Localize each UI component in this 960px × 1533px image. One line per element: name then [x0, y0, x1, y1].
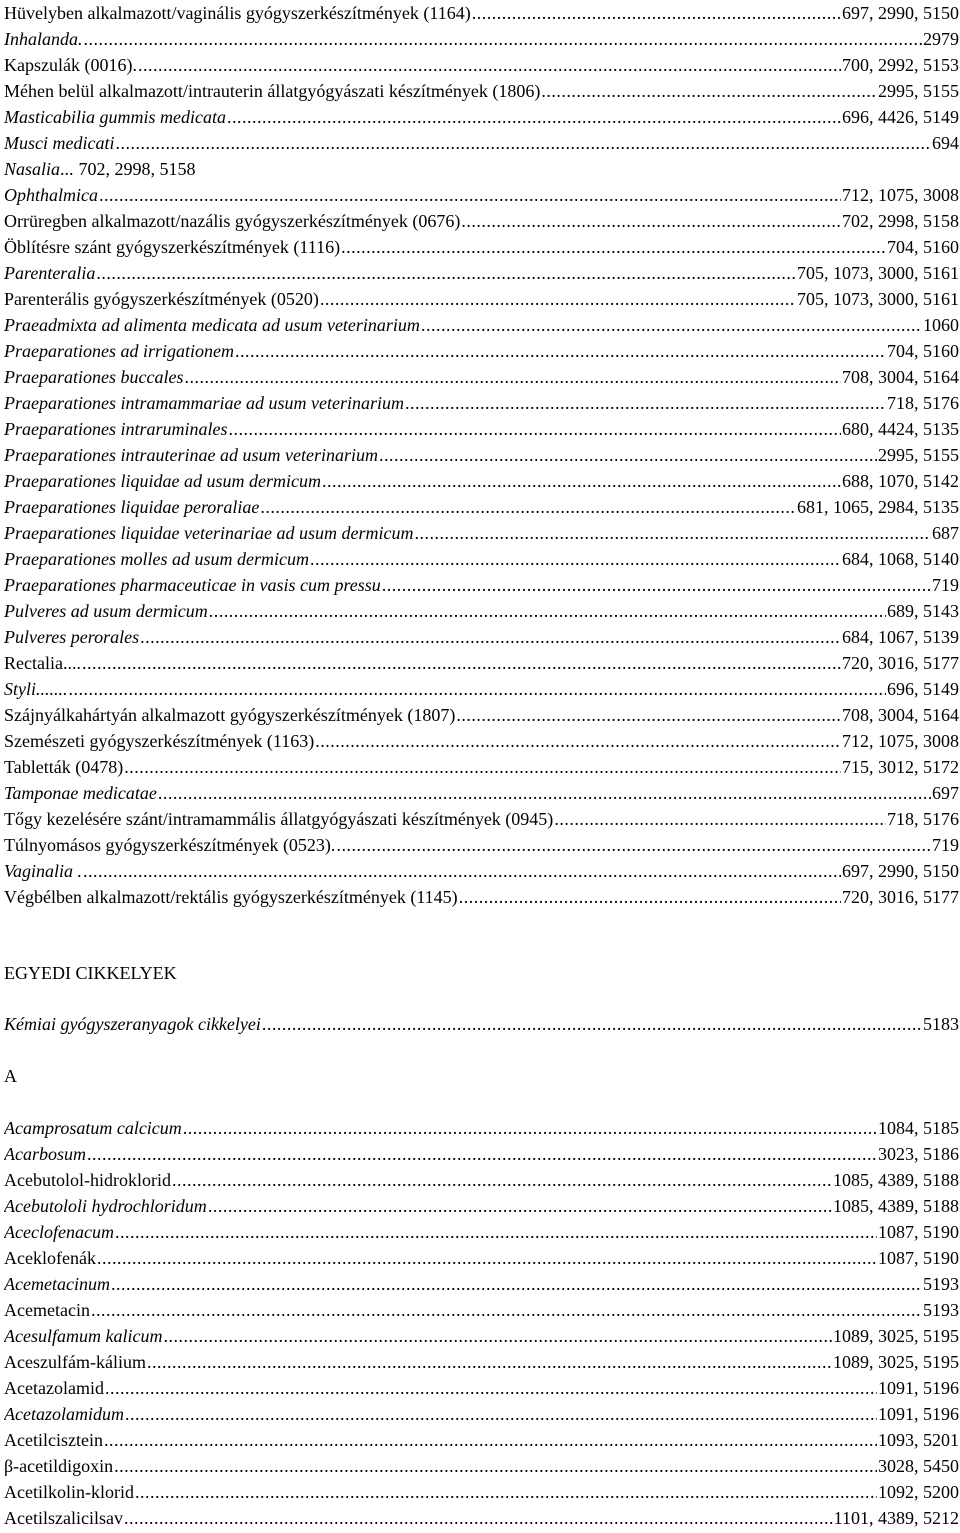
entry-pages: 719 [932, 835, 959, 855]
entry-pages: 697, 2990, 5150 [842, 3, 959, 23]
entry-pages: 3023, 5186 [878, 1144, 959, 1164]
entry-pages: 697 [932, 783, 959, 803]
entry-term: Szájnyálkahártyán alkalmazott gyógyszerkészítmények (1807) [4, 705, 456, 725]
dot-leader [158, 780, 931, 806]
entry-term: Acemetacin [4, 1300, 90, 1320]
dot-leader [172, 1167, 832, 1193]
dot-leader [84, 26, 923, 52]
dot-leader [115, 1219, 877, 1245]
dot-leader [260, 494, 796, 520]
index-entry [4, 364, 959, 390]
index-entry [4, 390, 959, 416]
index-entry [4, 572, 959, 598]
entry-pages: 720, 3016, 5177 [842, 887, 959, 907]
index-entry [4, 442, 959, 468]
entry-term: Acetazolamid [4, 1378, 104, 1398]
index-entry [4, 416, 959, 442]
dot-leader [421, 312, 922, 338]
entry-pages: 1092, 5200 [878, 1482, 959, 1502]
entry-term: Acetilkolin-klorid [4, 1482, 134, 1502]
entry-term: Tőgy kezelésére szánt/intramammális állatgyógyászati készítmények (0945) [4, 809, 554, 829]
entry-term: Praeparationes molles ad usum dermicum [4, 549, 309, 569]
dot-leader [235, 338, 886, 364]
index-entry [4, 26, 959, 52]
index-entry [4, 338, 959, 364]
dot-leader [91, 1297, 922, 1323]
index-entry [4, 728, 959, 754]
entry-pages: 680, 4424, 5135 [842, 419, 959, 439]
entry-term: Praeparationes liquidae peroraliae [4, 497, 260, 517]
entry-term: Túlnyomásos gyógyszerkészítmények (0523). [4, 835, 336, 855]
entry-term: Acarbosum [4, 1144, 86, 1164]
entry-pages: 718, 5176 [887, 393, 959, 413]
entry-pages: 702, 2998, 5158 [842, 211, 959, 231]
index-list-a [4, 1115, 959, 1531]
entry-term: Styli....... [4, 679, 68, 699]
dot-leader [183, 1115, 877, 1141]
entry-term: Praeparationes liquidae veterinariae ad usum dermicum [4, 523, 414, 543]
dot-leader [138, 52, 841, 78]
entry-term: Masticabilia gummis medicata [4, 107, 226, 127]
entry-term: Acebutolol-hidroklorid [4, 1170, 171, 1190]
entry-pages: 702, 2998, 5158 [78, 159, 196, 179]
entry-pages: 684, 1067, 5139 [842, 627, 959, 647]
entry-term: Parenteralia [4, 263, 96, 283]
entry-pages: 704, 5160 [887, 237, 959, 257]
entry-pages: 1101, 4389, 5212 [833, 1508, 959, 1528]
entry-term: Vaginalia . [4, 861, 83, 881]
index-entry [4, 1115, 959, 1141]
dot-leader [111, 1271, 922, 1297]
entry-pages: 700, 2992, 5153 [842, 55, 959, 75]
dot-leader [82, 650, 841, 676]
entry-pages: 5193 [923, 1274, 959, 1294]
index-entry [4, 494, 959, 520]
index-entry [4, 1479, 959, 1505]
index-entry [4, 1011, 959, 1037]
entry-pages: 708, 3004, 5164 [842, 705, 959, 725]
entry-pages: 1087, 5190 [878, 1222, 959, 1242]
entry-pages: 688, 1070, 5142 [842, 471, 959, 491]
dot-leader [341, 234, 886, 260]
entry-term: Acamprosatum calcicum [4, 1118, 182, 1138]
index-entry [4, 1245, 959, 1271]
entry-term: Parenterális gyógyszerkészítmények (0520) [4, 289, 319, 309]
entry-pages: 2995, 5155 [878, 445, 959, 465]
entry-pages: 681, 1065, 2984, 5135 [797, 497, 959, 517]
entry-term: Acemetacinum [4, 1274, 110, 1294]
entry-pages: 704, 5160 [887, 341, 959, 361]
entry-pages: 5193 [923, 1300, 959, 1320]
index-entry [4, 1297, 959, 1323]
dot-leader [147, 1349, 832, 1375]
index-entry [4, 182, 959, 208]
entry-term: Aceklofenák [4, 1248, 96, 1268]
index-entry [4, 780, 959, 806]
entry-pages: 1091, 5196 [878, 1404, 959, 1424]
entry-term: Praeadmixta ad alimenta medicata ad usum veterinarium [4, 315, 420, 335]
dot-leader [83, 858, 841, 884]
dot-leader [541, 78, 877, 104]
entry-term: Tamponae medicatae [4, 783, 157, 803]
entry-term: Méhen belül alkalmazott/intrauterin állatgyógyászati készítmények (1806) [4, 81, 541, 101]
entry-term: β-acetildigoxin [4, 1456, 114, 1476]
entry-pages: 694 [932, 133, 959, 153]
index-entry [4, 520, 959, 546]
index-entry [4, 1375, 959, 1401]
entry-term: Öblítésre szánt gyógyszerkészítmények (1116) [4, 237, 341, 257]
letter-heading: A [4, 1066, 17, 1086]
entry-term: Aceszulfám-kálium [4, 1352, 146, 1372]
index-entry [4, 1505, 959, 1531]
entry-pages: 1087, 5190 [878, 1248, 959, 1268]
dot-leader [87, 1141, 877, 1167]
dot-leader [405, 390, 886, 416]
entry-pages: 1085, 4389, 5188 [833, 1170, 959, 1190]
index-entry [4, 1193, 959, 1219]
entry-pages: 5183 [923, 1014, 959, 1034]
dot-leader [115, 130, 931, 156]
section-title: EGYEDI CIKKELYEK [4, 963, 177, 983]
entry-pages: 705, 1073, 3000, 5161 [797, 289, 959, 309]
index-entry [4, 702, 959, 728]
entry-term: Praeparationes pharmaceuticae in vasis cum pressu [4, 575, 381, 595]
index-entry [4, 754, 959, 780]
dot-leader [472, 0, 841, 26]
index-entry [4, 0, 959, 26]
index-entry [4, 624, 959, 650]
entry-term: Szemészeti gyógyszerkészítmények (1163) [4, 731, 315, 751]
index-entry [4, 1453, 959, 1479]
entry-term: Hüvelyben alkalmazott/vaginális gyógyszerkészítmények (1164) [4, 3, 471, 23]
dot-leader [99, 182, 841, 208]
dot-leader [209, 598, 886, 624]
entry-term: Inhalanda. [4, 29, 83, 49]
index-entry [4, 130, 959, 156]
entry-term: Praeparationes intramammariae ad usum veterinarium [4, 393, 404, 413]
index-entry [4, 156, 959, 182]
entry-pages: 1085, 4389, 5188 [833, 1196, 959, 1216]
index-entry [4, 208, 959, 234]
dot-leader [336, 832, 931, 858]
entry-pages: 720, 3016, 5177 [842, 653, 959, 673]
entry-pages: 1089, 3025, 5195 [833, 1352, 959, 1372]
entry-pages: 712, 1075, 3008 [842, 185, 959, 205]
entry-term: Musci medicati [4, 133, 115, 153]
dot-leader [456, 702, 841, 728]
dot-leader [69, 676, 887, 702]
index-entry [4, 286, 959, 312]
entry-term: Acetilszalicilsav [4, 1508, 123, 1528]
entry-pages: 696, 5149 [887, 679, 959, 699]
index-entry [4, 598, 959, 624]
dot-leader [135, 1479, 877, 1505]
dot-leader [227, 104, 841, 130]
dot-leader [459, 884, 841, 910]
index-entry [4, 104, 959, 130]
index-entry [4, 1271, 959, 1297]
dot-leader [322, 468, 841, 494]
entry-pages: 718, 5176 [887, 809, 959, 829]
dot-leader [320, 286, 796, 312]
entry-term: Pulveres perorales [4, 627, 140, 647]
dot-leader [96, 260, 796, 286]
dot-leader [105, 1375, 877, 1401]
index-entry [4, 468, 959, 494]
dot-leader [140, 624, 841, 650]
entry-pages: 705, 1073, 3000, 5161 [797, 263, 959, 283]
dot-leader [97, 1245, 877, 1271]
index-entry [4, 234, 959, 260]
dot-leader [379, 442, 877, 468]
entry-pages: 1084, 5185 [878, 1118, 959, 1138]
entry-pages: 689, 5143 [887, 601, 959, 621]
entry-term: Orrüregben alkalmazott/nazális gyógyszerkészítmények (0676) [4, 211, 461, 231]
dot-leader [125, 1401, 877, 1427]
index-entry [4, 1219, 959, 1245]
entry-short-leader: ... [60, 159, 74, 179]
entry-pages: 715, 3012, 5172 [842, 757, 959, 777]
dot-leader [208, 1193, 832, 1219]
dot-leader [163, 1323, 832, 1349]
index-entry [4, 806, 959, 832]
entry-term: Végbélben alkalmazott/rektális gyógyszerkészítmények (1145) [4, 887, 458, 907]
entry-pages: 2995, 5155 [878, 81, 959, 101]
index-entry [4, 858, 959, 884]
entry-term: Aceclofenacum [4, 1222, 114, 1242]
entry-term: Acetazolamidum [4, 1404, 124, 1424]
index-entry [4, 260, 959, 286]
index-entry [4, 1167, 959, 1193]
dot-leader [124, 1505, 833, 1531]
entry-term: Praeparationes buccales [4, 367, 184, 387]
index-entry [4, 1401, 959, 1427]
entry-pages: 1089, 3025, 5195 [833, 1326, 959, 1346]
entry-pages: 696, 4426, 5149 [842, 107, 959, 127]
dot-leader [104, 1427, 877, 1453]
entry-pages: 719 [932, 575, 959, 595]
entry-term: Nasalia [4, 159, 61, 179]
dot-leader [414, 520, 931, 546]
index-entry [4, 1323, 959, 1349]
index-entry [4, 78, 959, 104]
entry-term: Kapszulák (0016). [4, 55, 137, 75]
entry-term: Praeparationes intraruminales [4, 419, 228, 439]
entry-term: Acebutololi hydrochloridum [4, 1196, 207, 1216]
dot-leader [310, 546, 841, 572]
index-entry [4, 1349, 959, 1375]
index-entry [4, 884, 959, 910]
dot-leader [382, 572, 931, 598]
entry-pages: 2979 [923, 29, 959, 49]
entry-pages: 3028, 5450 [878, 1456, 959, 1476]
index-entry [4, 1427, 959, 1453]
dot-leader [262, 1011, 922, 1037]
index-entry [4, 676, 959, 702]
entry-term: Praeparationes intrauterinae ad usum veterinarium [4, 445, 378, 465]
dot-leader [315, 728, 841, 754]
entry-term: Ophthalmica [4, 185, 98, 205]
entry-term: Pulveres ad usum dermicum [4, 601, 208, 621]
entry-term: Rectalia.... [4, 653, 81, 673]
index-entry [4, 1141, 959, 1167]
entry-pages: 687 [932, 523, 959, 543]
entry-term: Praeparationes ad irrigationem [4, 341, 234, 361]
entry-pages: 1091, 5196 [878, 1378, 959, 1398]
entry-pages: 708, 3004, 5164 [842, 367, 959, 387]
dot-leader [461, 208, 841, 234]
index-entry [4, 832, 959, 858]
entry-pages: 697, 2990, 5150 [842, 861, 959, 881]
entry-term: Praeparationes liquidae ad usum dermicum [4, 471, 321, 491]
dot-leader [124, 754, 841, 780]
dot-leader [554, 806, 886, 832]
index-entry [4, 546, 959, 572]
entry-term: Acesulfamum kalicum [4, 1326, 163, 1346]
index-entry [4, 650, 959, 676]
entry-pages: 712, 1075, 3008 [842, 731, 959, 751]
index-list-chemical [4, 1011, 959, 1037]
entry-pages: 1093, 5201 [878, 1430, 959, 1450]
entry-pages: 684, 1068, 5140 [842, 549, 959, 569]
entry-term: Acetilcisztein [4, 1430, 103, 1450]
dot-leader [184, 364, 841, 390]
dot-leader [229, 416, 842, 442]
index-entry [4, 312, 959, 338]
index-list-top [4, 0, 959, 910]
entry-pages: 1060 [923, 315, 959, 335]
dot-leader [114, 1453, 877, 1479]
entry-term: Tabletták (0478) [4, 757, 124, 777]
entry-term: Kémiai gyógyszeranyagok cikkelyei [4, 1014, 261, 1034]
index-entry [4, 52, 959, 78]
